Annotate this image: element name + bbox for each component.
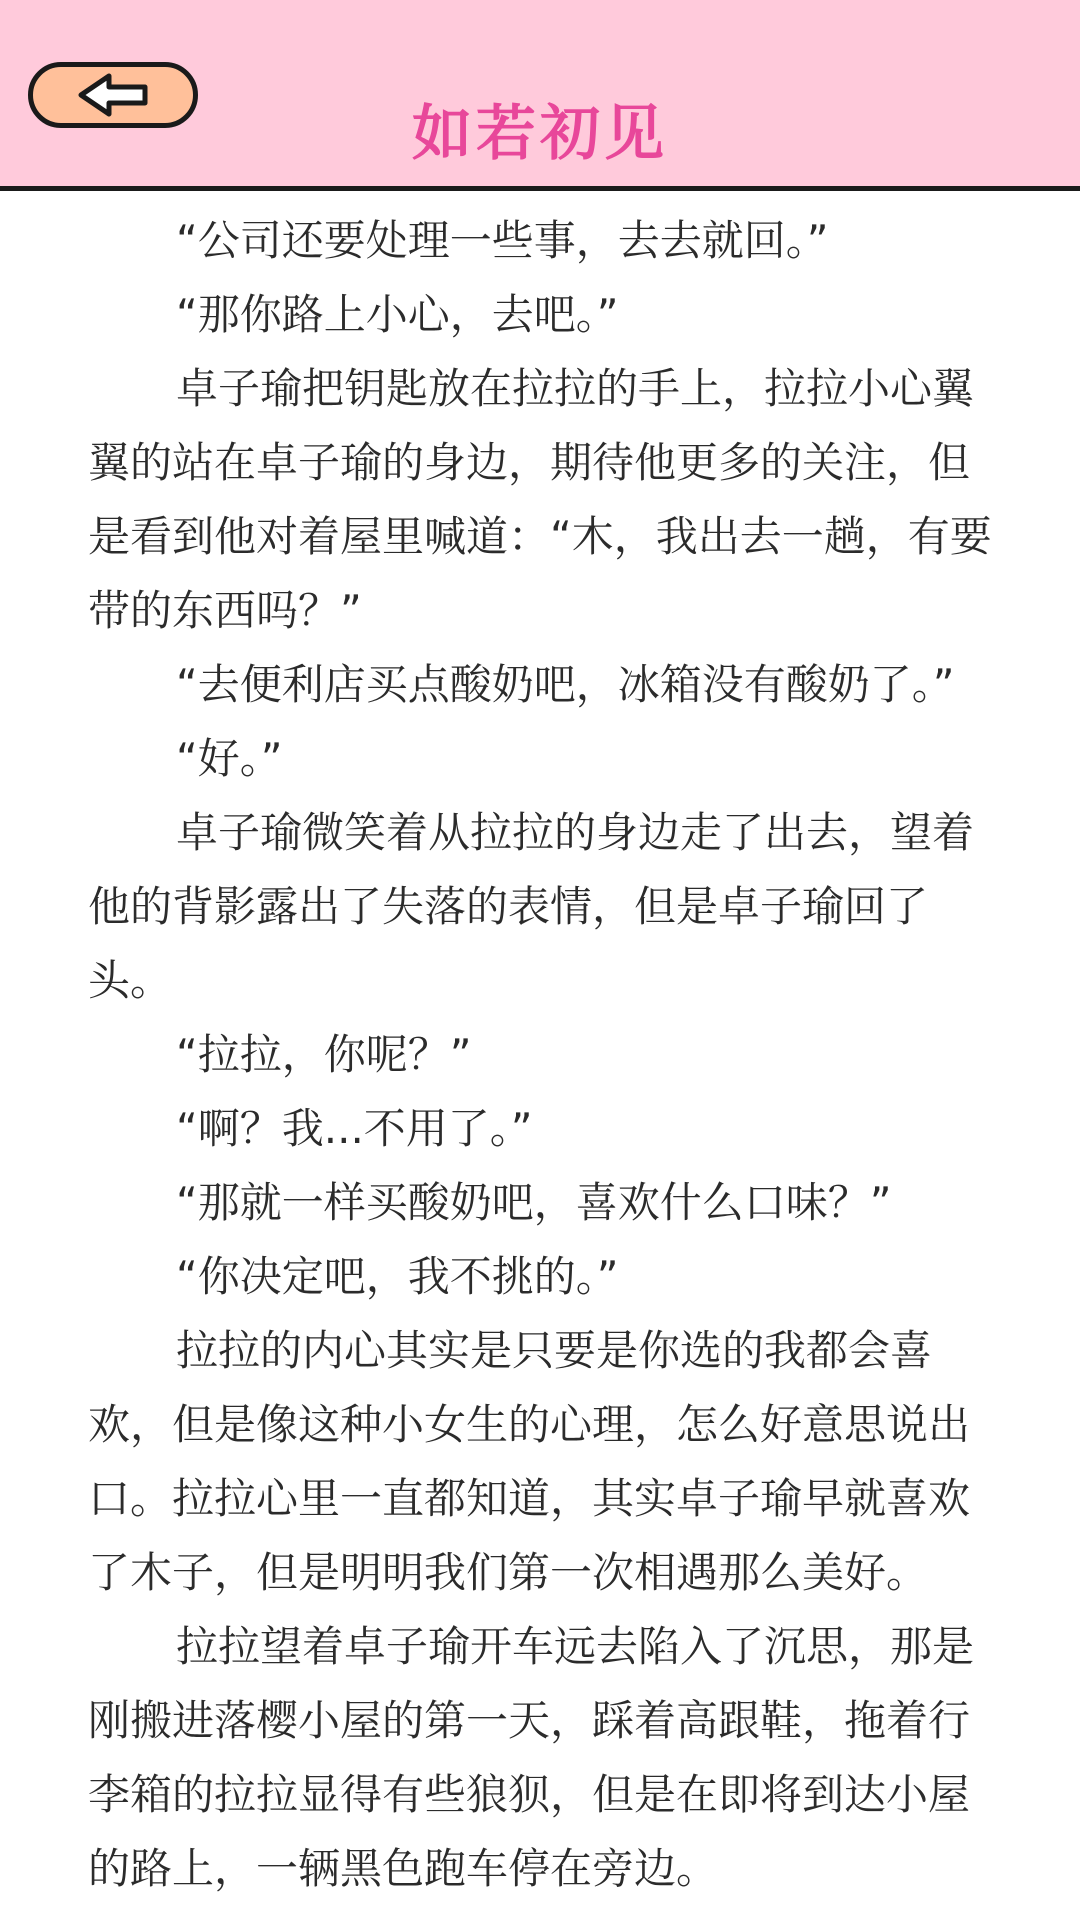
paragraph: 卓子瑜微笑着从拉拉的身边走了出去，望着他的背影露出了失落的表情，但是卓子瑜回了头。 <box>88 808 975 1005</box>
paragraph: 卓子瑜把钥匙放在拉拉的手上，拉拉小心翼翼的站在卓子瑜的身边，期待他更多的关注，但是看到他对着屋里喊道：“木，我出去一趟，有要带的东西吗？” <box>88 364 992 635</box>
paragraph: “那就一样买酸奶吧，喜欢什么口味？” <box>176 1178 892 1227</box>
page-title: 如若初见 <box>412 99 668 169</box>
paragraph: “去便利店买点酸奶吧，冰箱没有酸奶了。” <box>176 660 955 709</box>
header-bar <box>0 0 1080 191</box>
paragraph: “拉拉，你呢？” <box>176 1030 472 1079</box>
paragraph: “公司还要处理一些事，去去就回。” <box>176 216 829 265</box>
paragraph: 拉拉的内心其实是只要是你选的我都会喜欢，但是像这种小女生的心理，怎么好意思说出口。拉拉心里一直都知道，其实卓子瑜早就喜欢了木子，但是明明我们第一次相遇那么美好。 <box>88 1326 971 1597</box>
story-content <box>88 204 992 1906</box>
paragraph: 拉拉望着卓子瑜开车远去陷入了沉思，那是刚搬进落樱小屋的第一天，踩着高跟鞋，拖着行李箱的拉拉显得有些狼狈，但是在即将到达小屋的路上，一辆黑色跑车停在旁边。 <box>88 1622 975 1893</box>
paragraph: “你决定吧，我不挑的。” <box>176 1252 619 1301</box>
paragraph: “好。” <box>176 734 283 783</box>
paragraph: “啊？我...不用了。” <box>176 1104 533 1153</box>
paragraph: “那你路上小心，去吧。” <box>176 290 619 339</box>
